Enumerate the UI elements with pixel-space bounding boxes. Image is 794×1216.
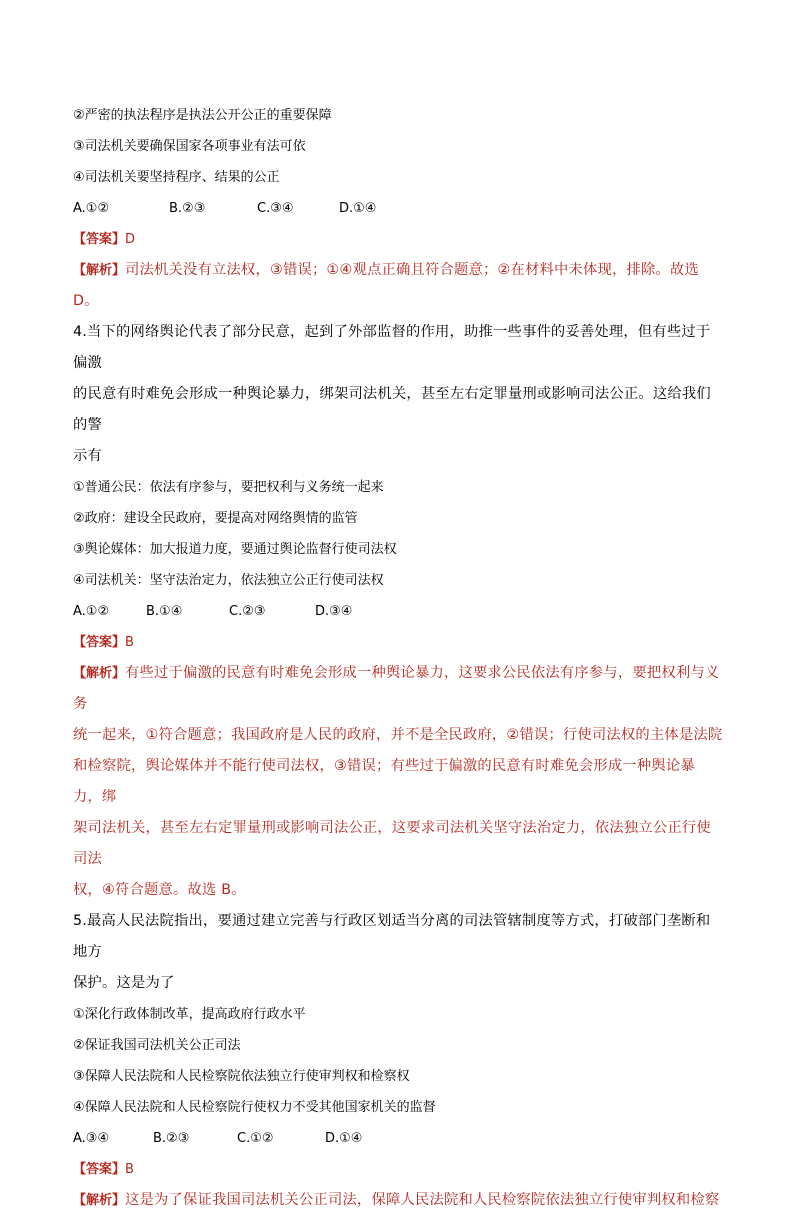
- q3-item-2: ②严密的执法程序是执法公开公正的重要保障: [73, 108, 332, 123]
- q5-item-2: ②保证我国司法机关公正司法: [73, 1038, 241, 1053]
- q5-item-4: ④保障人民法院和人民检察院行使权力不受其他国家机关的监督: [73, 1100, 436, 1115]
- q4-stem-line-2: 的民意有时难免会形成一种舆论暴力，绑架司法机关，甚至左右定罪量刑或影响司法公正。这给我们的警: [73, 386, 711, 433]
- q3-option-d: D.①④: [339, 201, 377, 216]
- q4-analysis-line-3: 和检察院，舆论媒体并不能行使司法权，③错误；有些过于偏激的民意有时难免会形成一种舆论暴力，绑: [73, 758, 695, 805]
- q4-option-d: D.③④: [315, 604, 353, 619]
- q4-stem-line-1: 4.当下的网络舆论代表了部分民意，起到了外部监督的作用，助推一些事件的妥善处理，但有些过于偏激: [73, 324, 711, 371]
- q4-item-3: ③舆论媒体：加大报道力度，要通过舆论监督行使司法权: [73, 542, 397, 557]
- q5-option-b: B.②③: [153, 1131, 190, 1146]
- q4-answer-value: B: [125, 635, 134, 650]
- q4-answer: [73, 627, 723, 658]
- q4-item-2: ②政府：建设全民政府，要提高对网络舆情的监管: [73, 511, 358, 526]
- answer-tag: 【答案】: [73, 635, 126, 650]
- q3-analysis: [73, 255, 723, 317]
- q4-analysis-line-1: 有些过于偏激的民意有时难免会形成一种舆论暴力，这要求公民依法有序参与，要把权利与义务: [73, 665, 720, 712]
- q5-stem-line-1: 5.最高人民法院指出，要通过建立完善与行政区划适当分离的司法管辖制度等方式，打破部门垄断和地方: [73, 913, 711, 960]
- q4-item-4: ④司法机关：坚守法治定力，依法独立公正行使司法权: [73, 573, 384, 588]
- q5-item-3: ③保障人民法院和人民检察院依法独立行使审判权和检察权: [73, 1069, 410, 1084]
- q5-stem-line-2: 保护。这是为了: [73, 975, 175, 991]
- document-page: [73, 100, 723, 1216]
- q4-analysis-line-5: 权，④符合题意。故选 B。: [73, 882, 246, 898]
- q4-options: [73, 596, 723, 627]
- q5-item-1: ①深化行政体制改革，提高政府行政水平: [73, 1007, 306, 1022]
- q4-option-c: C.②③: [229, 604, 266, 619]
- q5-answer-value: B: [125, 1162, 134, 1177]
- q3-item-3: ③司法机关要确保国家各项事业有法可依: [73, 139, 306, 154]
- q3-option-c: C.③④: [257, 201, 294, 216]
- q3-answer-value: D: [125, 232, 136, 247]
- q3-option-a: A.①②: [73, 201, 110, 216]
- q3-analysis-line-2: D。: [73, 293, 99, 309]
- q3-option-b: B.②③: [169, 201, 206, 216]
- q4-analysis-line-4: 架司法机关，甚至左右定罪量刑或影响司法公正，这要求司法机关坚守法治定力，依法独立公正行使司法: [73, 820, 711, 867]
- q3-options: [73, 193, 723, 224]
- q4-item-1: ①普通公民：依法有序参与，要把权利与义务统一起来: [73, 480, 384, 495]
- q3-item-4: ④司法机关要坚持程序、结果的公正: [73, 170, 280, 185]
- q4-analysis-line-2: 统一起来，①符合题意；我国政府是人民的政府，并不是全民政府，②错误；行使司法权的主体是法院: [73, 727, 723, 743]
- q5-analysis-line-1: 这是为了保证我国司法机关公正司法，保障人民法院和人民检察院依法独立行使审判权和检察: [125, 1192, 720, 1208]
- q4-analysis: [73, 658, 723, 906]
- analysis-tag: 【解析】: [73, 1193, 126, 1208]
- q5-option-a: A.③④: [73, 1131, 110, 1146]
- q4-option-b: B.①④: [146, 604, 183, 619]
- q3-analysis-line-1: 司法机关没有立法权，③错误；①④观点正确且符合题意；②在材料中未体现，排除。故选: [125, 262, 699, 278]
- q5-option-d: D.①④: [325, 1131, 363, 1146]
- q5-analysis: [73, 1185, 723, 1216]
- q5-answer: [73, 1154, 723, 1185]
- q5-option-c: C.①②: [237, 1131, 274, 1146]
- answer-tag: 【答案】: [73, 232, 126, 247]
- q4-option-a: A.①②: [73, 604, 110, 619]
- analysis-tag: 【解析】: [73, 666, 126, 681]
- answer-tag: 【答案】: [73, 1162, 126, 1177]
- q5-options: [73, 1123, 723, 1154]
- analysis-tag: 【解析】: [73, 263, 126, 278]
- q3-answer: [73, 224, 723, 255]
- q4-stem-line-3: 示有: [73, 448, 102, 464]
